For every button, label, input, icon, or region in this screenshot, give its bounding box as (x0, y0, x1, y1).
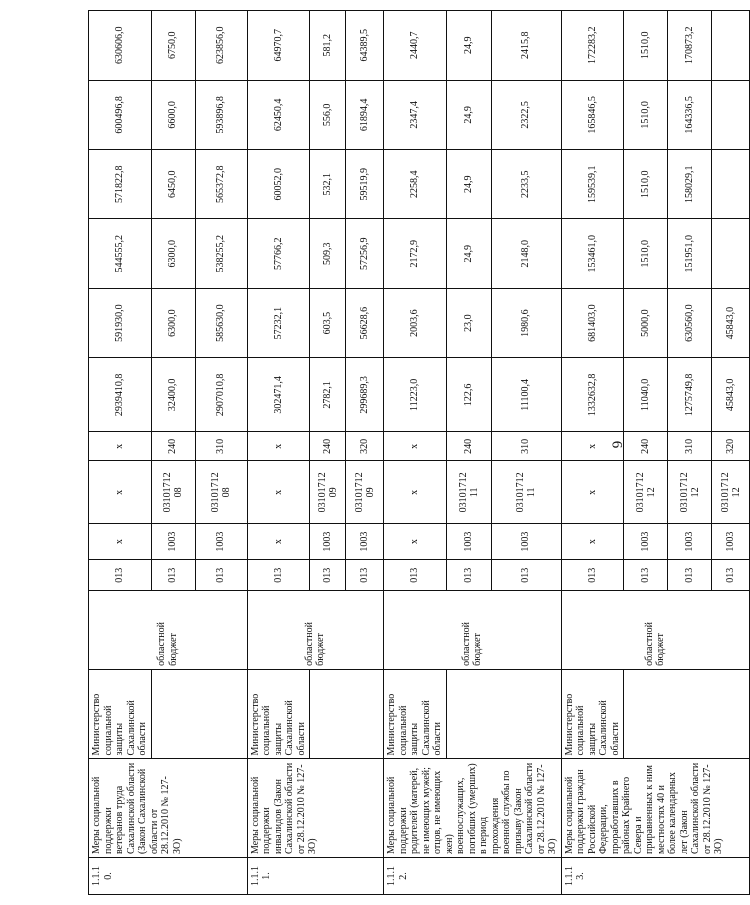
section-code-cell: х (89, 524, 152, 560)
funding-source-cell: областной бюджет (561, 591, 750, 669)
grbs-code-cell: 013 (151, 560, 195, 591)
amount-cell: 6450,0 (151, 150, 195, 219)
grbs-code-cell: 013 (491, 560, 561, 591)
amount-cell (712, 150, 750, 219)
executor-cell: Министерство социальной защиты Сахалинской области (384, 669, 447, 759)
grbs-code-cell: 013 (346, 560, 384, 591)
executor-cell: Министерство социальной защиты Сахалинской области (89, 669, 152, 759)
grbs-code-cell: 013 (624, 560, 668, 591)
section-code-cell: 1003 (668, 524, 712, 560)
amount-cell: 23,0 (446, 288, 491, 357)
amount-cell: 2782,1 (310, 358, 346, 432)
expense-type-cell: х (247, 432, 310, 461)
amount-cell: 6300,0 (151, 288, 195, 357)
expense-type-cell: 320 (346, 432, 384, 461)
amount-cell: 600496,8 (89, 80, 152, 149)
amount-cell: 2939410,8 (89, 358, 152, 432)
amount-cell: 565372,8 (195, 150, 247, 219)
amount-cell (712, 80, 750, 149)
table-row (247, 11, 310, 895)
grbs-code-cell: 013 (195, 560, 247, 591)
grbs-code-cell: 013 (446, 560, 491, 591)
amount-cell: 59519,9 (346, 150, 384, 219)
target-article-cell: 03101712 12 (624, 461, 668, 524)
amount-cell: 593896,8 (195, 80, 247, 149)
amount-cell: 122,6 (446, 358, 491, 432)
executor-cell: Министерство социальной защиты Сахалинской области (247, 669, 310, 759)
grbs-code-cell: 013 (89, 560, 152, 591)
amount-cell: 556,0 (310, 80, 346, 149)
measure-title-cell: Меры социальной поддержки инвалидов (Закон Сахалинской области от 28.12.2010 № 127-ЗО) (247, 759, 384, 858)
table-row (384, 11, 447, 895)
amount-cell: 56628,6 (346, 288, 384, 357)
expense-type-cell: х (384, 432, 447, 461)
amount-cell: 45843,0 (712, 288, 750, 357)
target-article-cell: х (247, 461, 310, 524)
amount-cell: 2003,6 (384, 288, 447, 357)
amount-cell: 585630,0 (195, 288, 247, 357)
amount-cell: 45843,0 (712, 358, 750, 432)
expense-type-cell: 310 (195, 432, 247, 461)
rotated-table-region (88, 10, 742, 895)
amount-cell: 681403,0 (561, 288, 624, 357)
target-article-cell: 03101712 12 (712, 461, 750, 524)
measure-title-cell: Меры социальной поддержки родителей (матерей, не имеющих мужей; отцов, не имеющих жен) военнослужащих, погибших (умерших) в период прохождения военной службы по призыву (Закон Сахалинской области от 28.12.2010 № 127-ЗО) (384, 759, 562, 858)
amount-cell: 1332632,8 (561, 358, 624, 432)
section-code-cell: х (247, 524, 310, 560)
amount-cell: 2907010,8 (195, 358, 247, 432)
grbs-code-cell: 013 (668, 560, 712, 591)
expense-type-cell: 310 (491, 432, 561, 461)
amount-cell: 24,9 (446, 80, 491, 149)
section-code-cell: х (561, 524, 624, 560)
expense-type-cell: х (89, 432, 152, 461)
grbs-code-cell: 013 (384, 560, 447, 591)
amount-cell: 532,1 (310, 150, 346, 219)
amount-cell: 60052,0 (247, 150, 310, 219)
amount-cell: 164336,5 (668, 80, 712, 149)
budget-table (88, 10, 750, 895)
section-code-cell: 1003 (491, 524, 561, 560)
executor-empty-cell (151, 669, 247, 759)
amount-cell: 1275749,8 (668, 358, 712, 432)
row-number-cell: 1.1.1 2. (384, 858, 562, 895)
amount-cell: 11040,0 (624, 358, 668, 432)
amount-cell: 581,2 (310, 11, 346, 81)
expense-type-cell: 240 (624, 432, 668, 461)
executor-empty-cell (624, 669, 750, 759)
section-code-cell: 1003 (446, 524, 491, 560)
amount-cell: 32400,0 (151, 358, 195, 432)
section-code-cell: 1003 (195, 524, 247, 560)
amount-cell: 2258,4 (384, 150, 447, 219)
expense-type-cell: 240 (310, 432, 346, 461)
amount-cell: 159539,1 (561, 150, 624, 219)
amount-cell: 11100,4 (491, 358, 561, 432)
target-article-cell: 03101712 08 (195, 461, 247, 524)
measure-title-cell: Меры социальной поддержки ветеранов труда Сахалинской области (Закон Сахалинской области от 28.12.2010 № 127-ЗО) (89, 759, 248, 858)
amount-cell: 24,9 (446, 219, 491, 288)
amount-cell: 24,9 (446, 11, 491, 81)
section-code-cell: х (384, 524, 447, 560)
amount-cell: 24,9 (446, 150, 491, 219)
target-article-cell: х (384, 461, 447, 524)
row-number-cell: 1.1.1 1. (247, 858, 384, 895)
amount-cell: 302471,4 (247, 358, 310, 432)
amount-cell: 623856,0 (195, 11, 247, 81)
row-number-cell: 1.1.1 3. (561, 858, 750, 895)
target-article-cell: 03101712 09 (346, 461, 384, 524)
amount-cell: 2148,0 (491, 219, 561, 288)
amount-cell: 57766,2 (247, 219, 310, 288)
target-article-cell: х (561, 461, 624, 524)
section-code-cell: 1003 (712, 524, 750, 560)
amount-cell: 57232,1 (247, 288, 310, 357)
amount-cell: 2440,7 (384, 11, 447, 81)
amount-cell: 2233,5 (491, 150, 561, 219)
amount-cell: 509,3 (310, 219, 346, 288)
expense-type-cell: 240 (446, 432, 491, 461)
target-article-cell: х (89, 461, 152, 524)
amount-cell (712, 11, 750, 81)
funding-source-cell: областной бюджет (89, 591, 248, 669)
target-article-cell: 03101712 11 (491, 461, 561, 524)
section-code-cell: 1003 (346, 524, 384, 560)
amount-cell: 6600,0 (151, 80, 195, 149)
expense-type-cell: 320 (712, 432, 750, 461)
section-code-cell: 1003 (310, 524, 346, 560)
amount-cell: 299689,3 (346, 358, 384, 432)
section-code-cell: 1003 (624, 524, 668, 560)
row-number-cell: 1.1.1 0. (89, 858, 248, 895)
expense-type-cell: х (561, 432, 624, 461)
executor-empty-cell (310, 669, 384, 759)
grbs-code-cell: 013 (310, 560, 346, 591)
grbs-code-cell: 013 (712, 560, 750, 591)
target-article-cell: 03101712 12 (668, 461, 712, 524)
amount-cell: 1510,0 (624, 80, 668, 149)
amount-cell: 603,5 (310, 288, 346, 357)
amount-cell: 11223,0 (384, 358, 447, 432)
rotated-table-container (88, 10, 742, 895)
amount-cell: 62450,4 (247, 80, 310, 149)
amount-cell: 1510,0 (624, 11, 668, 81)
amount-cell: 5000,0 (624, 288, 668, 357)
amount-cell: 1510,0 (624, 150, 668, 219)
amount-cell: 571822,8 (89, 150, 152, 219)
measure-title-cell: Меры социальной поддержки граждан Российской Федерации, проработавших в районах Крайнего Севера и приравненных к ним местностях 40 и более календарных лет (Закон Сахалинской области от 28.12.2010 № 127-ЗО) (561, 759, 750, 858)
amount-cell: 1510,0 (624, 219, 668, 288)
amount-cell: 6750,0 (151, 11, 195, 81)
amount-cell: 591930,0 (89, 288, 152, 357)
amount-cell: 630560,0 (668, 288, 712, 357)
page-number: 6 (608, 440, 625, 449)
amount-cell: 2322,5 (491, 80, 561, 149)
section-code-cell: 1003 (151, 524, 195, 560)
amount-cell: 544555,2 (89, 219, 152, 288)
amount-cell: 6300,0 (151, 219, 195, 288)
target-article-cell: 03101712 09 (310, 461, 346, 524)
amount-cell: 64389,5 (346, 11, 384, 81)
executor-empty-cell (446, 669, 561, 759)
amount-cell: 61894,4 (346, 80, 384, 149)
amount-cell: 630606,0 (89, 11, 152, 81)
grbs-code-cell: 013 (247, 560, 310, 591)
amount-cell (712, 219, 750, 288)
table-row (89, 11, 152, 895)
amount-cell: 2415,8 (491, 11, 561, 81)
target-article-cell: 03101712 11 (446, 461, 491, 524)
executor-cell: Министерство социальной защиты Сахалинской области (561, 669, 624, 759)
amount-cell: 64970,7 (247, 11, 310, 81)
funding-source-cell: областной бюджет (247, 591, 384, 669)
amount-cell: 538255,2 (195, 219, 247, 288)
amount-cell: 158029,1 (668, 150, 712, 219)
expense-type-cell: 240 (151, 432, 195, 461)
target-article-cell: 03101712 08 (151, 461, 195, 524)
amount-cell: 57256,9 (346, 219, 384, 288)
amount-cell: 153461,0 (561, 219, 624, 288)
funding-source-cell: областной бюджет (384, 591, 562, 669)
amount-cell: 172283,2 (561, 11, 624, 81)
amount-cell: 170873,2 (668, 11, 712, 81)
expense-type-cell: 310 (668, 432, 712, 461)
table-row (561, 11, 624, 895)
grbs-code-cell: 013 (561, 560, 624, 591)
amount-cell: 2172,9 (384, 219, 447, 288)
amount-cell: 2347,4 (384, 80, 447, 149)
amount-cell: 1980,6 (491, 288, 561, 357)
amount-cell: 151951,0 (668, 219, 712, 288)
amount-cell: 165846,5 (561, 80, 624, 149)
